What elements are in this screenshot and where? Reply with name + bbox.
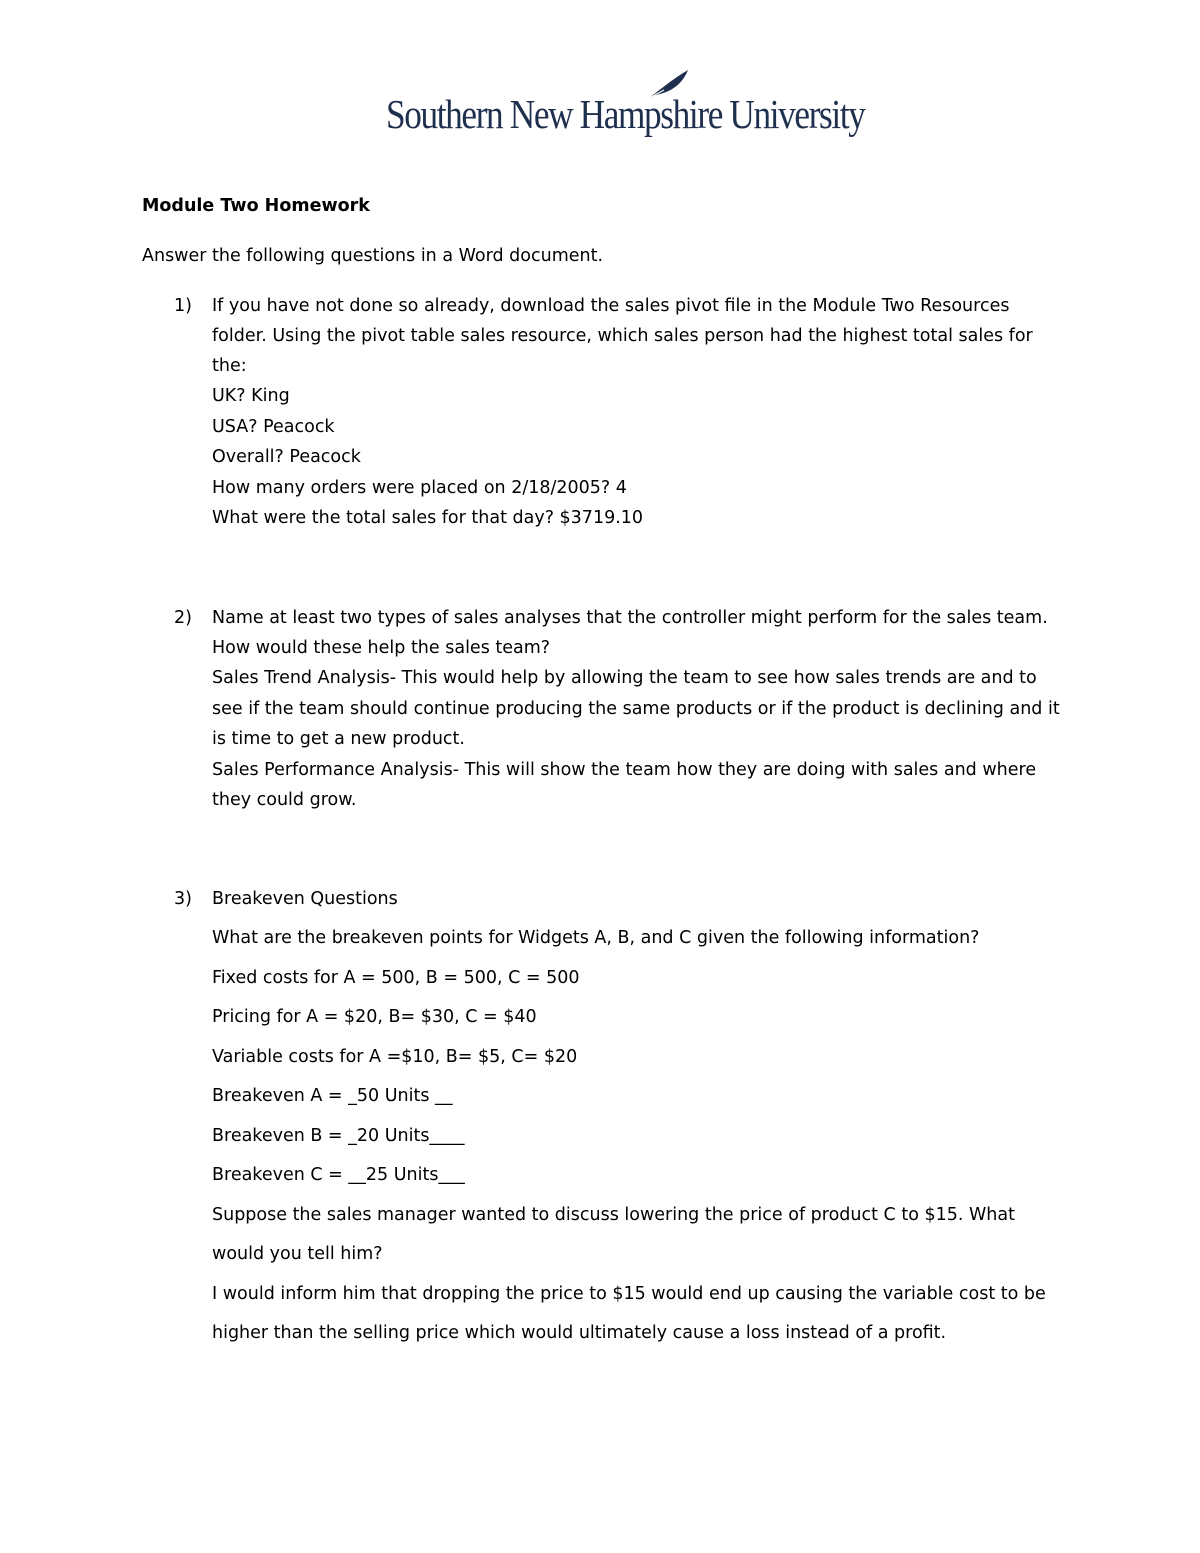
answer-line: I would inform him that dropping the price to $15 would end up causing the variable cost to be: [212, 1284, 1046, 1304]
question-line: Pricing for A = $20, B= $30, C = $40: [212, 1007, 537, 1027]
question-line: What are the breakeven points for Widgets A, B, and C given the following information?: [212, 928, 980, 948]
answer-line: Breakeven A = _50 Units __: [212, 1086, 453, 1106]
answer-line: What were the total sales for that day? $3719.10: [212, 508, 644, 528]
answer-line: UK? King: [212, 386, 290, 406]
question-line: How would these help the sales team?: [212, 638, 551, 658]
answer-line: Breakeven B = _20 Units____: [212, 1126, 465, 1146]
question-line: If you have not done so already, download the sales pivot file in the Module Two Resources: [212, 296, 1010, 316]
answer-line: How many orders were placed on 2/18/2005? 4: [212, 478, 627, 498]
instruction-text: Answer the following questions in a Word document.: [142, 246, 604, 266]
university-logo: [386, 68, 865, 138]
question-number: 1): [174, 296, 192, 316]
answer-line: Breakeven C = __25 Units___: [212, 1165, 465, 1185]
question-line: Variable costs for A =$10, B= $5, C= $20: [212, 1047, 578, 1067]
question-line: Name at least two types of sales analyses that the controller might perform for the sales team.: [212, 608, 1048, 628]
question-line: the:: [212, 356, 247, 376]
answer-line: Sales Trend Analysis- This would help by allowing the team to see how sales trends are and to: [212, 668, 1037, 688]
question-number: 3): [174, 889, 192, 909]
answer-line: see if the team should continue producing the same products or if the product is declining and it: [212, 699, 1060, 719]
answer-line: Overall? Peacock: [212, 447, 361, 467]
question-number: 2): [174, 608, 192, 628]
question-line: Breakeven Questions: [212, 889, 398, 909]
logo-wordmark: Southern New Hampshire University: [386, 91, 865, 137]
question-line: Suppose the sales manager wanted to discuss lowering the price of product C to $15. What: [212, 1205, 1015, 1225]
answer-line: is time to get a new product.: [212, 729, 465, 749]
page-title: Module Two Homework: [142, 196, 370, 216]
question-line: would you tell him?: [212, 1244, 383, 1264]
question-line: folder. Using the pivot table sales resource, which sales person had the highest total sales for: [212, 326, 1033, 346]
answer-line: they could grow.: [212, 790, 357, 810]
answer-line: USA? Peacock: [212, 417, 335, 437]
answer-line: higher than the selling price which would ultimately cause a loss instead of a profit.: [212, 1323, 947, 1343]
question-line: Fixed costs for A = 500, B = 500, C = 500: [212, 968, 580, 988]
answer-line: Sales Performance Analysis- This will show the team how they are doing with sales and where: [212, 760, 1037, 780]
